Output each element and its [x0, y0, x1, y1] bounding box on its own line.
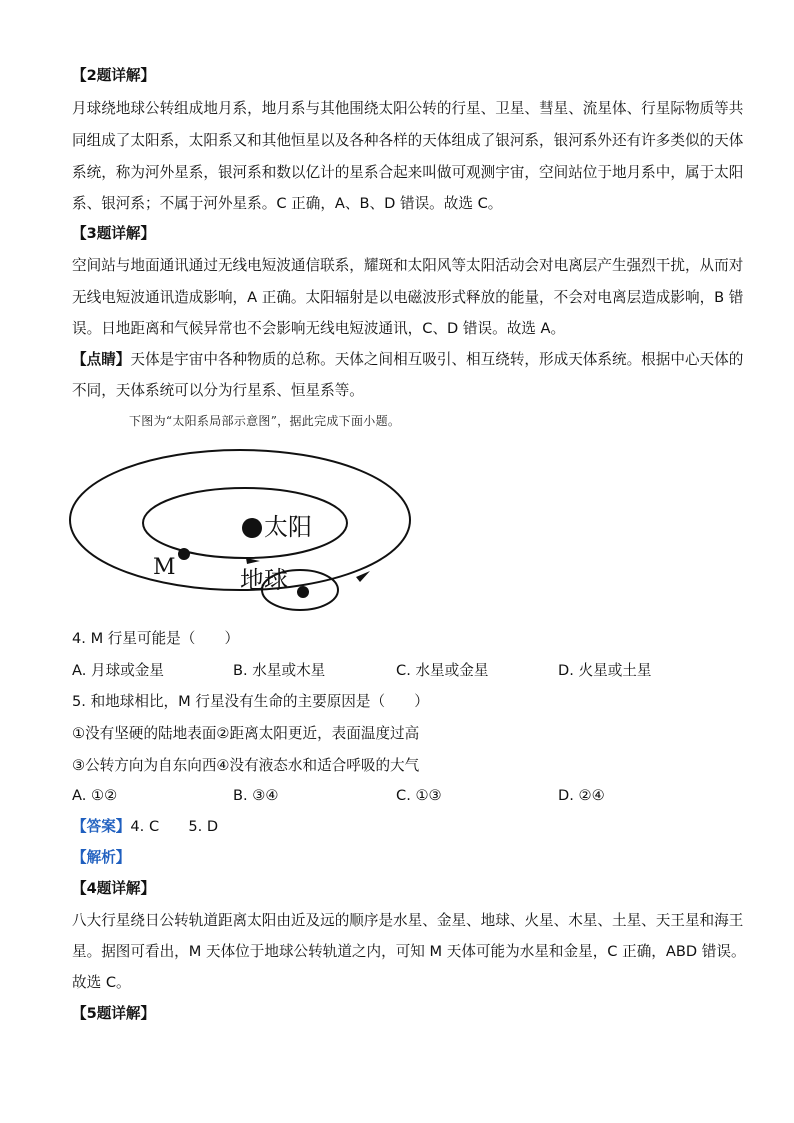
- answer-line: [72, 817, 218, 837]
- analysis-label: 【解析】: [72, 849, 131, 866]
- q3-explain-heading: 【3题详解】: [72, 225, 156, 242]
- answer-label: 【答案】: [72, 818, 131, 835]
- q4-option-d: D. 火星或土星: [558, 662, 652, 679]
- q2-explain-line: 同组成了太阳系，太阳系又和其他恒星以及各种各样的天体组成了银河系，银河系外还有许多类似的天体: [72, 132, 744, 149]
- earth-label: 地球: [240, 566, 288, 594]
- m-planet-label: M: [153, 555, 176, 580]
- q5-statement: ①没有坚硬的陆地表面②距离太阳更近，表面温度过高: [72, 725, 420, 742]
- q2-explain-line: 系、银河系；不属于河外星系。C 正确，A、B、D 错误。故选 C。: [72, 195, 503, 212]
- q2-explain-heading: 【2题详解】: [72, 67, 156, 84]
- figure-caption: 下图为“太阳系局部示意图”，据此完成下面小题。: [129, 414, 401, 428]
- earth-orbit-arrow-icon: [356, 571, 370, 582]
- dianjing-line: 不同，天体系统可以分为行星系、恒星系等。: [72, 382, 364, 399]
- q4-option-a: A. 月球或金星: [72, 662, 164, 679]
- solar-system-diagram: [60, 440, 420, 615]
- q4-explain-line: 星。据图可看出，M 天体位于地球公转轨道之内，可知 M 天体可能为水星和金星，C 正确，ABD 错误。: [72, 943, 746, 960]
- q5-option-a: A. ①②: [72, 787, 118, 804]
- q3-explain-line: 误。日地距离和气候异常也不会影响无线电短波通讯，C、D 错误。故选 A。: [72, 320, 566, 337]
- q5-explain-heading: 【5题详解】: [72, 1005, 156, 1022]
- dianjing-label: 【点睛】: [72, 351, 131, 368]
- q4-explain-heading: 【4题详解】: [72, 880, 156, 897]
- q4-option-c: C. 水星或金星: [396, 662, 489, 679]
- q5-option-c: C. ①③: [396, 787, 442, 804]
- q2-explain-line: 月球绕地球公转组成地月系，地月系与其他围绕太阳公转的行星、卫星、彗星、流星体、行星际物质等共: [72, 100, 744, 117]
- q5-statement: ③公转方向为自东向西④没有液态水和适合呼吸的大气: [72, 757, 420, 774]
- q5-stem: 5. 和地球相比，M 行星没有生命的主要原因是（ ）: [72, 693, 429, 710]
- q2-explain-line: 系统，称为河外星系，银河系和数以亿计的星系合起来叫做可观测宇宙，空间站位于地月系中，属于太阳: [72, 164, 744, 181]
- q3-explain-line: 无线电短波通讯造成影响，A 正确。太阳辐射是以电磁波形式释放的能量，不会对电离层造成影响，B 错: [72, 289, 744, 306]
- m-planet-dot: [178, 548, 190, 560]
- q5-option-b: B. ③④: [233, 787, 279, 804]
- dianjing-text: 天体是宇宙中各种物质的总称。天体之间相互吸引、相互绕转，形成天体系统。根据中心天体的: [130, 351, 744, 368]
- q5-option-d: D. ②④: [558, 787, 605, 804]
- q4-stem: 4. M 行星可能是（ ）: [72, 630, 240, 647]
- q4-explain-line: 八大行星绕日公转轨道距离太阳由近及远的顺序是水星、金星、地球、火星、木星、土星、天王星和海王: [72, 912, 744, 929]
- answer-text: 4. C 5. D: [130, 818, 219, 835]
- q4-explain-line: 故选 C。: [72, 974, 131, 991]
- earth-dot: [297, 586, 309, 598]
- sun-label: 太阳: [264, 513, 312, 541]
- dianjing-paragraph: [72, 350, 743, 370]
- q3-explain-line: 空间站与地面通讯通过无线电短波通信联系，耀斑和太阳风等太阳活动会对电离层产生强烈干扰，从而对: [72, 257, 744, 274]
- sun-dot: [242, 518, 262, 538]
- q4-option-b: B. 水星或木星: [233, 662, 326, 679]
